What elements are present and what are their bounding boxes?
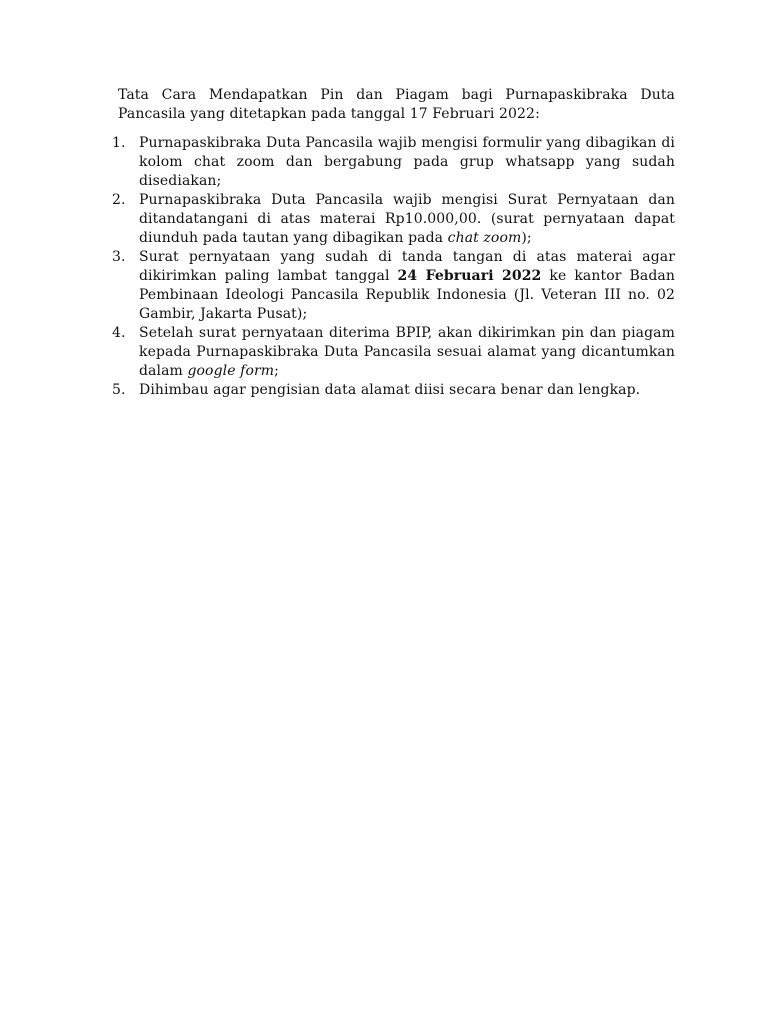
list-item-number: 2. [112, 192, 126, 208]
intro-paragraph: Tata Cara Mendapatkan Pin dan Piagam bagi Purnapaskibraka Duta Pancasila yang ditetapkan pada tanggal 17 Februari 2022: [118, 87, 675, 122]
list-item-text-tail: ; [274, 363, 279, 379]
emphasis-text: google form [187, 363, 275, 379]
list-item-text: Purnapaskibraka Duta Pancasila wajib mengisi Surat Pernyataan dan ditandatangani di atas materai Rp10.000,00. (surat pernyataan dapat diunduh pada tautan yang dibagikan pada [139, 192, 675, 246]
list-item-text: Dihimbau agar pengisian data alamat diisi secara benar dan lengkap. [139, 382, 641, 398]
list-item-text: Purnapaskibraka Duta Pancasila wajib mengisi formulir yang dibagikan di kolom chat zoom dan bergabung pada grup whatsapp yang sudah disediakan; [139, 135, 675, 189]
emphasis-text: chat zoom [447, 230, 522, 246]
list-item [112, 134, 675, 191]
list-item [112, 191, 675, 248]
deadline-date: 24 Februari 2022 [397, 268, 542, 284]
instruction-list [112, 134, 675, 400]
list-item-text-tail: ke kantor Badan Pembinaan Ideologi Pancasila Republik Indonesia (Jl. Veteran III no. 02 Gambir, Jakarta Pusat); [139, 268, 675, 322]
list-item-number: 4. [112, 325, 126, 341]
list-item [112, 324, 675, 381]
list-item-text-tail: ); [521, 230, 532, 246]
list-item-number: 3. [112, 249, 126, 265]
list-item [112, 248, 675, 324]
list-item-text: Surat pernyataan yang sudah di tanda tangan di atas materai agar dikirimkan paling lambat tanggal [139, 249, 675, 284]
document-body [112, 86, 675, 400]
list-item-text: Setelah surat pernyataan diterima BPIP, akan dikirimkan pin dan piagam kepada Purnapaskibraka Duta Pancasila sesuai alamat yang dicantumkan dalam [139, 325, 675, 379]
list-item-number: 1. [112, 135, 126, 151]
list-item [112, 381, 675, 400]
list-item-number: 5. [112, 382, 126, 398]
